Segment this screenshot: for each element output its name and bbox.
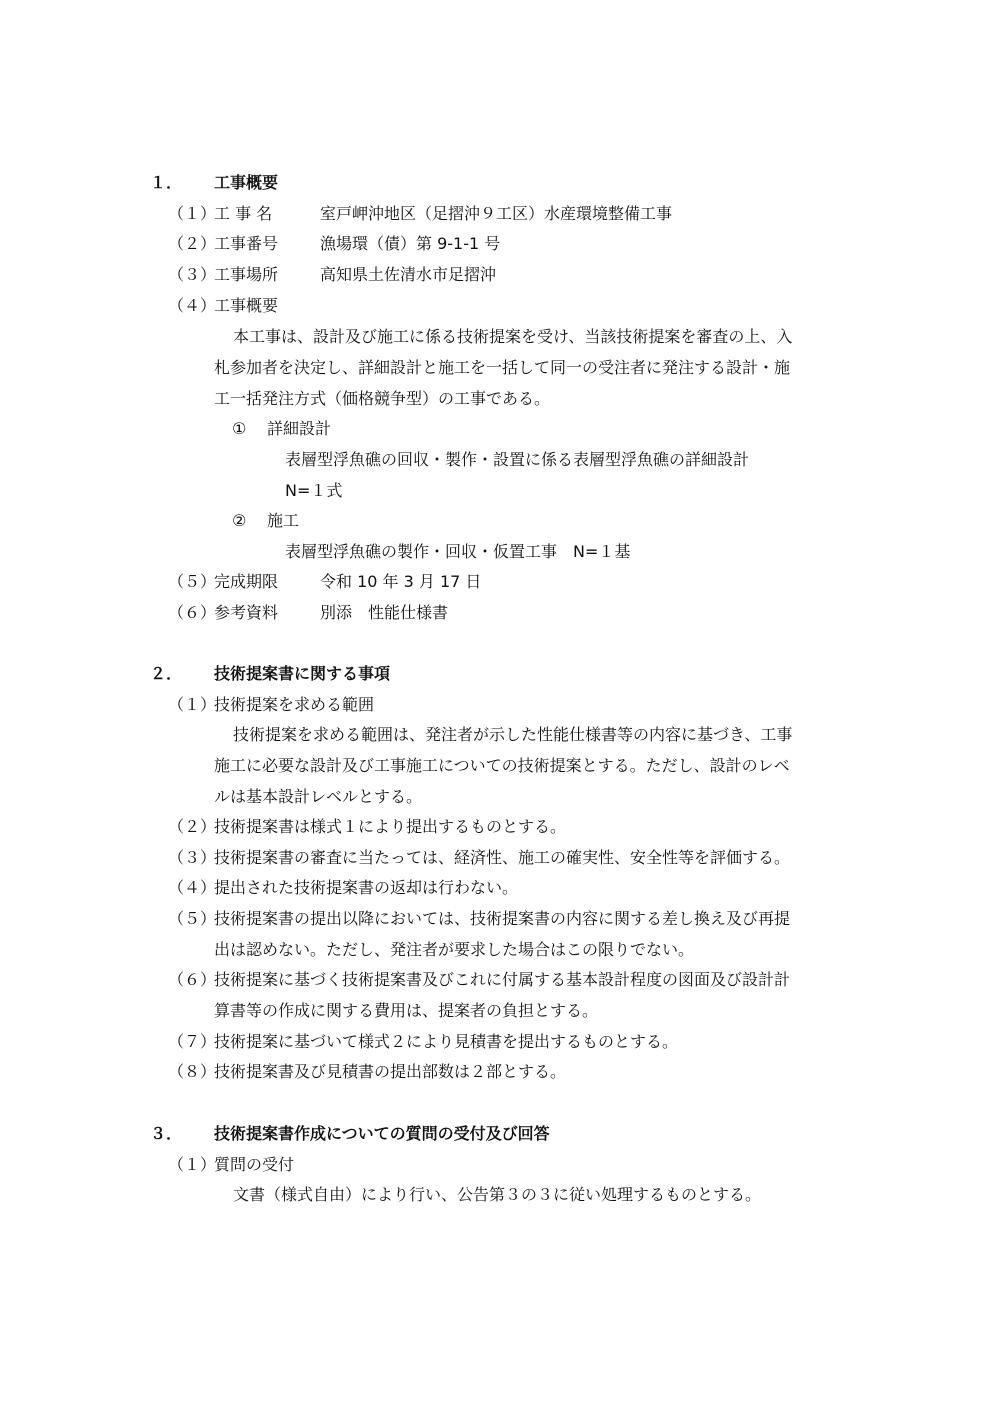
item-text: 技術提案を求める範囲 — [214, 695, 375, 714]
section-number: ２． — [150, 664, 183, 683]
item-number: （３） — [168, 265, 217, 284]
item-value: 漁場環（債）第 9-1-1 号 — [320, 234, 501, 253]
item-number: （８） — [168, 1062, 217, 1081]
item-value: 令和 10 年 3 月 17 日 — [320, 572, 482, 591]
item-value: 室戸岬沖地区（足摺沖９工区）水産環境整備工事 — [320, 204, 673, 223]
item-number: （１） — [168, 695, 217, 714]
item-number: （６） — [168, 603, 217, 622]
item-text: 技術提案書の提出以降においては、技術提案書の内容に関する差し換え及び再提 — [214, 909, 791, 928]
item-text: 技術提案書及び見積書の提出部数は２部とする。 — [214, 1062, 567, 1081]
item-number: （３） — [168, 848, 217, 867]
section-title: 工事概要 — [214, 173, 279, 192]
item-label: 工事概要 — [214, 296, 279, 315]
item-text: 技術提案書の審査に当たっては、経済性、施工の確実性、安全性等を評価する。 — [214, 848, 791, 867]
item-text: 提出された技術提案書の返却は行わない。 — [214, 878, 519, 897]
item-number: （５） — [168, 909, 217, 928]
section-number: １． — [150, 173, 183, 192]
item-number: （６） — [168, 970, 217, 989]
item-value: 別添 性能仕様書 — [320, 603, 449, 622]
item-value: 高知県土佐清水市足摺沖 — [320, 265, 497, 284]
item-text: 質問の受付 — [214, 1155, 295, 1174]
item-label: 工 事 名 — [214, 204, 273, 223]
item-label: 参考資料 — [214, 603, 279, 622]
item-number: （１） — [168, 204, 217, 223]
item-label: 工事番号 — [214, 234, 279, 253]
subitem-mark: ② — [232, 511, 247, 530]
item-number: （２） — [168, 234, 217, 253]
document-page: １． 工事概要 （１） 工 事 名 室戸岬沖地区（足摺沖９工区）水産環境整備工事 （２） 工事番号 漁場環（債）第 9-1-1 号 （３） 工事場所 高知県土佐清水市足摺沖 （４） 工事概要 本工事は、設計及び施工に係る技術提案を受け、当該技術提案を審査の上、入 札参加者を決定し、詳細設計と施工を一括して同一の受注者に発注する設計・施 工一括発注方式（価格競争型）の工事である。 ① 詳細設計 表層型浮魚礁の回収・製作・設置に係る表層型浮魚礁の詳細設計 N=１式 ② 施工 表層型浮魚礁の製作・回収・仮置工事 N=１基 （５） 完成期限 令和 10 年 3 月 17 日 （６） 参考資料 別添 性能仕様書 ２． 技術提案書に関する事項 （１） 技術提案を求める範囲 技術提案を求める範囲は、発注者が示した性能仕様書等の内容に基づき、工事 施工に必要な設計及び工事施工についての技術提案とする。ただし、設計のレベ ルは基本設計レベルとする。 （２） 技術提案書は様式１により提出するものとする。 （３） 技術提案書の審査に当たっては、経済性、施工の確実性、安全性等を評価する。 （４） 提出された技術提案書の返却は行わない。 （５） 技術提案書の提出以降においては、技術提案書の内容に関する差し換え及び再提 出は認めない。ただし、発注者が要求した場合はこの限りでない。 （６） 技術提案に基づく技術提案書及びこれに付属する基本設計程度の図面及び設計計 算書等の作成に関する費用は、提案者の負担とする。 （７） 技術提案に基づいて様式２により見積書を提出するものとする。 （８） 技術提案書及び見積書の提出部数は２部とする。 ３． 技術提案書作成についての質問の受付及び回答 （１） 質問の受付 文書（様式自由）により行い、公告第３の３に従い処理するものとする。 — [150, 173, 793, 1204]
item-label: 完成期限 — [214, 572, 279, 591]
item-text: 技術提案に基づいて様式２により見積書を提出するものとする。 — [214, 1032, 679, 1051]
item-number: （２） — [168, 817, 217, 836]
item-number: （５） — [168, 572, 217, 591]
item-text: 技術提案に基づく技術提案書及びこれに付属する基本設計程度の図面及び設計計 — [214, 970, 791, 989]
section-title: 技術提案書作成についての質問の受付及び回答 — [214, 1124, 550, 1143]
subitem-label: 施工 — [267, 511, 300, 530]
item-number: （７） — [168, 1032, 217, 1051]
subitem-label: 詳細設計 — [267, 419, 332, 438]
section-number: ３． — [150, 1124, 183, 1143]
subitem-mark: ① — [232, 419, 247, 438]
item-number: （４） — [168, 878, 217, 897]
item-number: （１） — [168, 1155, 217, 1174]
item-label: 工事場所 — [214, 265, 279, 284]
section-title: 技術提案書に関する事項 — [214, 664, 391, 683]
item-text: 技術提案書は様式１により提出するものとする。 — [214, 817, 567, 836]
item-number: （４） — [168, 296, 217, 315]
